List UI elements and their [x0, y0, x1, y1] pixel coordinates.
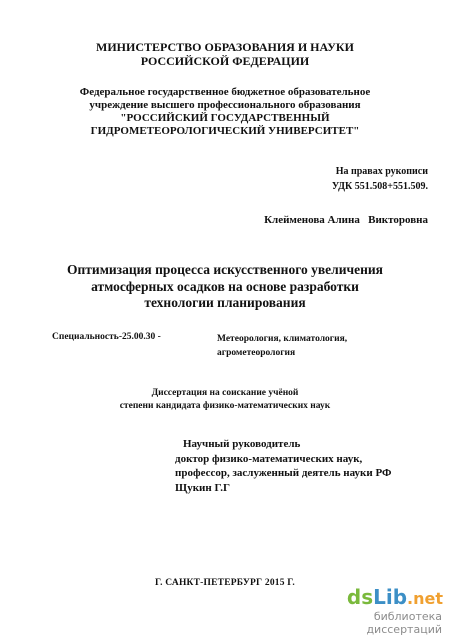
degree-line-2: степени кандидата физико-математических наук — [119, 401, 331, 411]
advisor-name: Щукин Г.Г — [175, 481, 230, 494]
dissertation-degree — [0, 387, 450, 413]
ministry-line-2: РОССИЙСКОЙ ФЕДЕРАЦИИ — [140, 54, 310, 68]
udk-code: УДК 551.508+551.509. — [331, 181, 428, 192]
institution-line-4: ГИДРОМЕТЕОРОЛОГИЧЕСКИЙ УНИВЕРСИТЕТ" — [90, 125, 360, 137]
institution-line-1: Федеральное государственное бюджетное образовательное — [79, 86, 371, 98]
manuscript-rights-block — [332, 164, 428, 194]
institution-header — [0, 86, 450, 138]
specialty-code: Специальность-25.00.30 - — [52, 332, 161, 342]
logo-net-text: .net — [407, 589, 443, 608]
advisor-label: Научный руководитель — [183, 438, 301, 450]
ministry-header — [0, 40, 450, 68]
dslib-logo[interactable] — [327, 585, 443, 609]
advisor-title: профессор, заслуженный деятель науки РФ — [175, 467, 392, 479]
title-line-2: атмосферных осадков на основе разработки — [91, 278, 359, 294]
scientific-advisor — [175, 437, 391, 495]
manuscript-rights-label: На правах рукописи — [335, 166, 428, 177]
specialty-name-line-1: Метеорология, климатология, — [217, 334, 348, 344]
author-name: Клейменова Алина Викторовна — [264, 214, 428, 226]
institution-line-3: "РОССИЙСКИЙ ГОСУДАРСТВЕННЫЙ — [120, 112, 330, 124]
specialty-name-line-2: агрометеорология — [217, 348, 296, 358]
dissertation-title — [0, 262, 450, 312]
dslib-subtitle: библиотека диссертаций — [366, 610, 442, 636]
institution-line-2: учреждение высшего профессионального образования — [89, 99, 361, 111]
ministry-line-1: МИНИСТЕРСТВО ОБРАЗОВАНИЯ И НАУКИ — [96, 40, 354, 54]
city-year: Г. САНКТ-ПЕТЕРБУРГ 2015 Г. — [154, 578, 295, 588]
title-line-1: Оптимизация процесса искусственного увеличения — [67, 262, 383, 277]
logo-lib-text: Lib — [373, 585, 408, 609]
advisor-degree: доктор физико-математических наук, — [175, 452, 363, 465]
title-line-3: технологии планирования — [144, 295, 306, 310]
specialty-name — [217, 332, 347, 360]
logo-ds-text: ds — [346, 585, 374, 609]
degree-line-1: Диссертация на соискание учёной — [151, 388, 299, 398]
